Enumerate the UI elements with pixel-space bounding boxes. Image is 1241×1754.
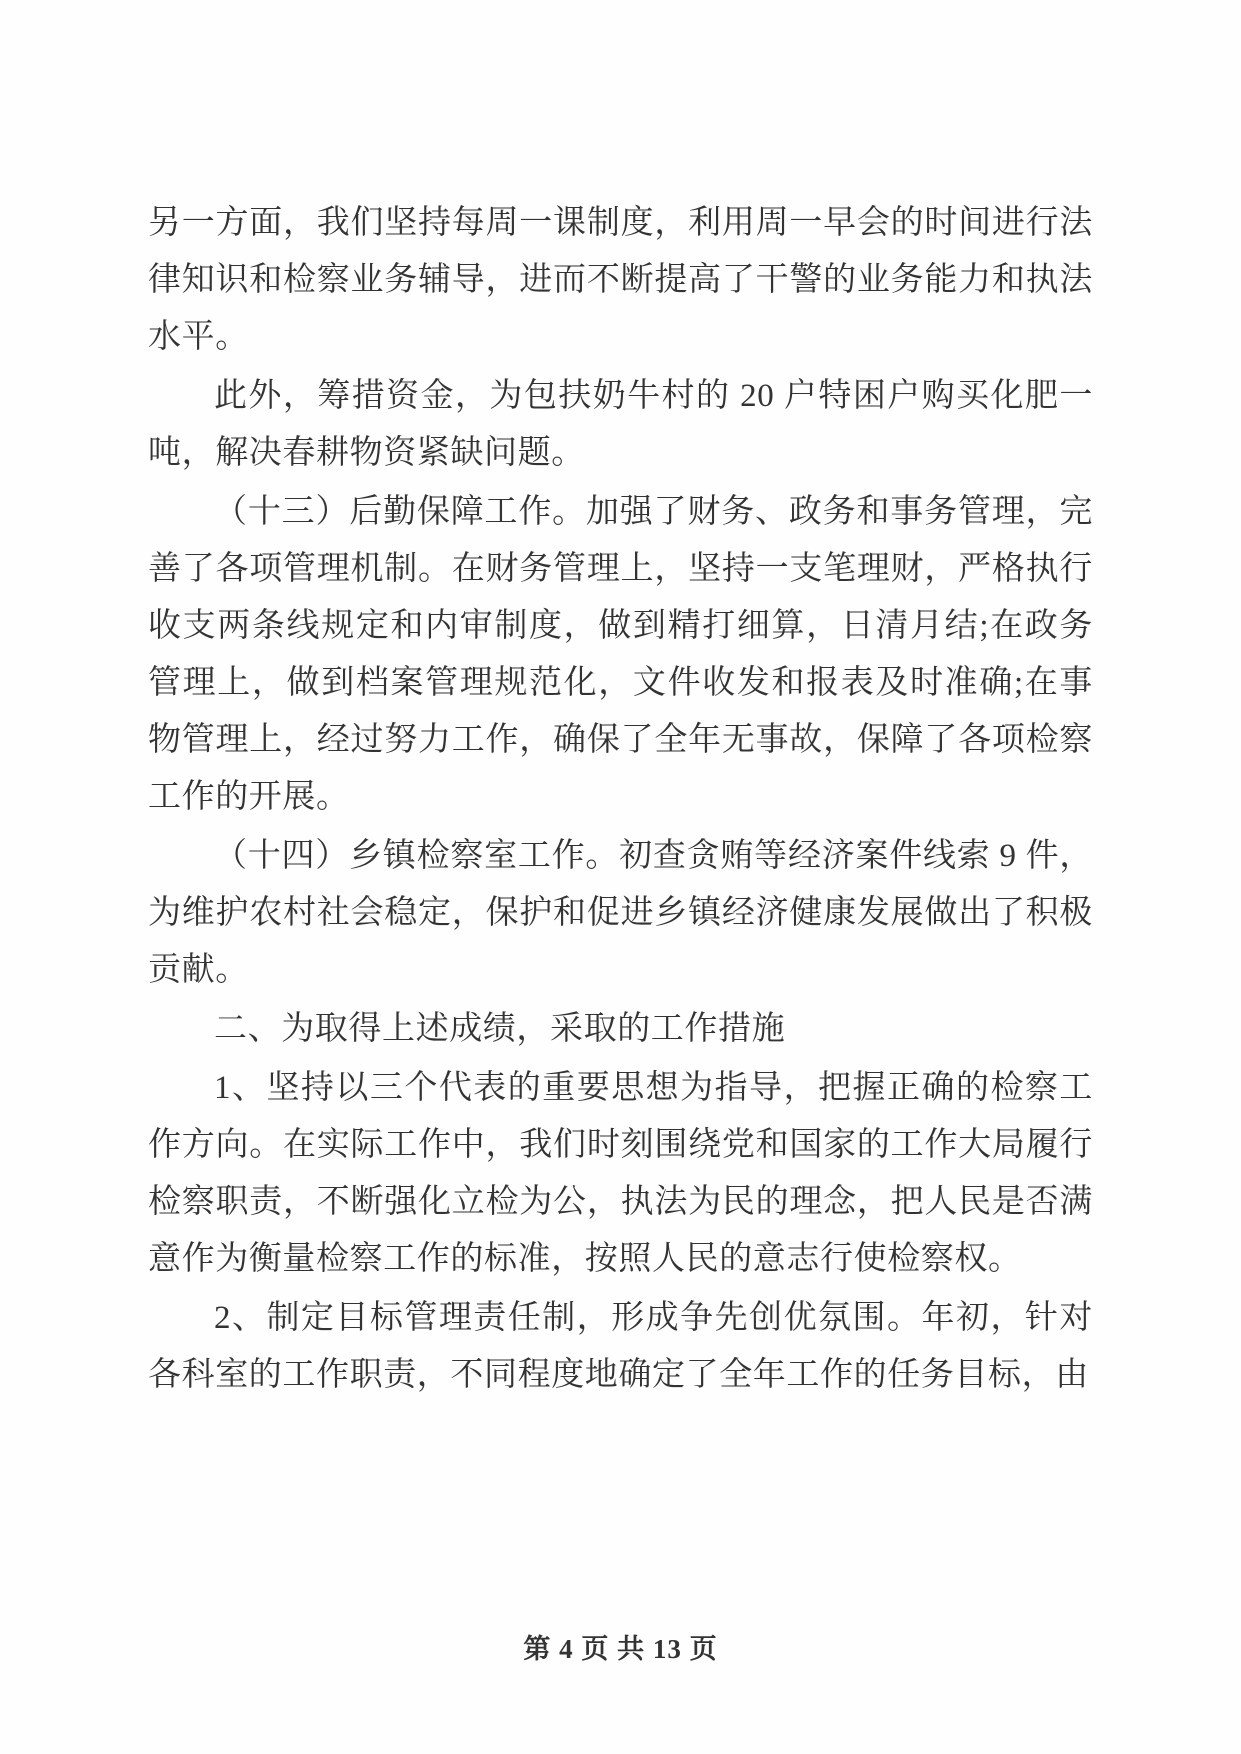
- paragraph: 另一方面，我们坚持每周一课制度，利用周一早会的时间进行法律知识和检察业务辅导，进而不断提高了干警的业务能力和执法水平。: [148, 205, 1093, 355]
- paragraph: 2、制定目标管理责任制，形成争先创优氛围。年初，针对各科室的工作职责，不同程度地确定了全年工作的任务目标，由: [148, 1300, 1093, 1393]
- paragraph: 1、坚持以三个代表的重要思想为指导，把握正确的检察工作方向。在实际工作中，我们时刻围绕党和国家的工作大局履行检察职责，不断强化立检为公，执法为民的理念，把人民是否满意作为衡量检察工作的标准，按照人民的意志行使检察权。: [148, 1070, 1093, 1277]
- page-footer: 第 4 页 共 13 页: [523, 1634, 718, 1664]
- paragraph: （十三）后勤保障工作。加强了财务、政务和事务管理，完善了各项管理机制。在财务管理上，坚持一支笔理财，严格执行收支两条线规定和内审制度，做到精打细算，日清月结;在政务管理上，做到档案管理规范化，文件收发和报表及时准确;在事物管理上，经过努力工作，确保了全年无事故，保障了各项检察工作的开展。: [148, 494, 1093, 815]
- section-heading: 二、为取得上述成绩，采取的工作措施: [214, 1011, 786, 1047]
- document-body: [148, 195, 1093, 1404]
- paragraph: 此外，筹措资金，为包扶奶牛村的 20 户特困户购买化肥一吨，解决春耕物资紧缺问题。: [148, 378, 1093, 471]
- paragraph: （十四）乡镇检察室工作。初查贪贿等经济案件线索 9 件，为维护农村社会稳定，保护和促进乡镇经济健康发展做出了积极贡献。: [148, 838, 1093, 988]
